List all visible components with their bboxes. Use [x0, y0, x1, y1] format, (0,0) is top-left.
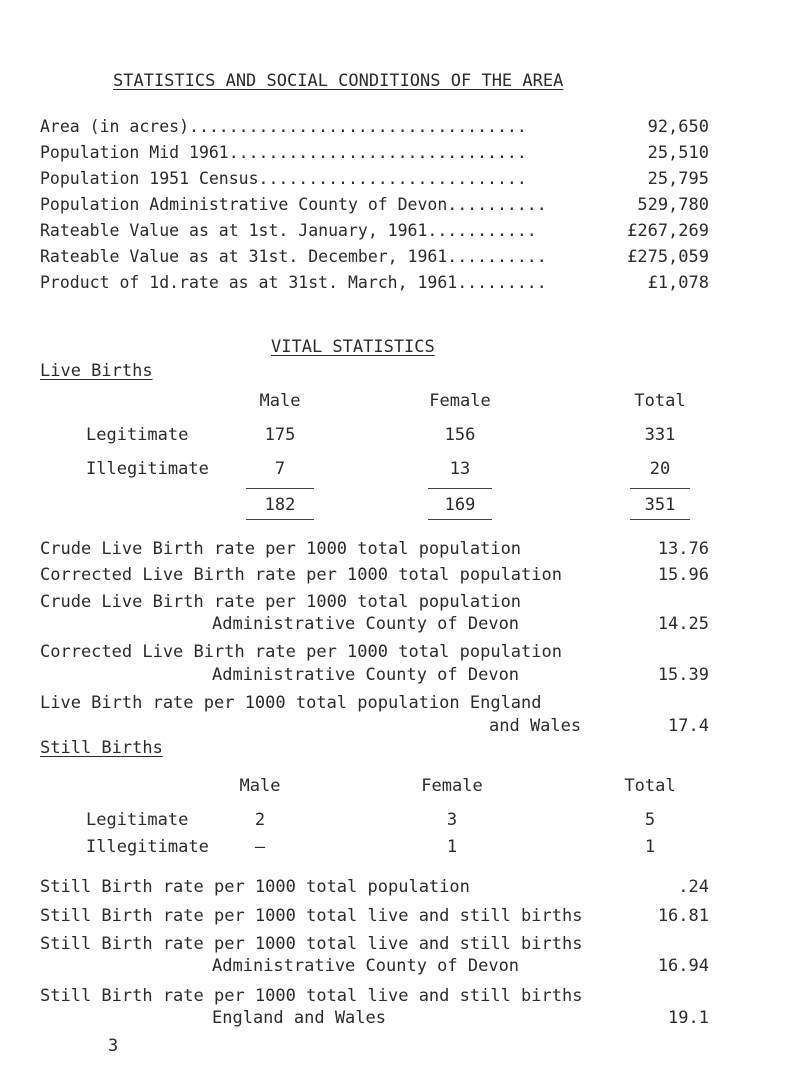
divider — [630, 519, 690, 520]
still-rate-sublabel: Administrative County of Devon — [212, 956, 520, 976]
still-rate-sublabel: England and Wales — [212, 1008, 386, 1028]
stat-label-population-devon: Population Administrative County of Devon.......... — [40, 195, 547, 214]
stat-label-rateable-jan: Rateable Value as at 1st. January, 1961........... — [40, 221, 537, 240]
stat-label-product-rate: Product of 1d.rate as at 31st. March, 1961......... — [40, 273, 547, 292]
still-births-heading: Still Births — [40, 738, 163, 758]
divider — [428, 519, 492, 520]
still-rate-value: 16.81 — [657, 906, 709, 926]
stat-label-rateable-dec: Rateable Value as at 31st. December, 1961.......... — [40, 247, 547, 266]
birth-rate-value: 13.76 — [657, 539, 709, 559]
stat-value-area: 92,650 — [647, 117, 709, 137]
stat-value-population-mid: 25,510 — [647, 143, 709, 163]
divider — [246, 519, 314, 520]
live-births-col-male: Male — [259, 391, 301, 411]
live-births-col-female: Female — [429, 391, 491, 411]
live-births-cell: 156 — [444, 425, 476, 445]
still-births-cell: 3 — [446, 810, 458, 830]
live-births-heading: Live Births — [40, 361, 153, 381]
stat-value-population-devon: 529,780 — [637, 195, 709, 215]
still-births-cell: 5 — [644, 810, 656, 830]
vital-statistics-title: VITAL STATISTICS — [271, 337, 435, 357]
still-births-col-female: Female — [421, 776, 483, 796]
live-births-cell: 20 — [649, 459, 671, 479]
live-births-total-cell: 182 — [264, 495, 296, 515]
still-births-row-label: Illegitimate — [86, 837, 209, 857]
divider — [428, 488, 492, 489]
still-rate-label: Still Birth rate per 1000 total live and still births — [40, 906, 583, 926]
live-births-cell: 175 — [264, 425, 296, 445]
stat-label-area: Area (in acres).................................. — [40, 117, 527, 136]
stat-value-population-census: 25,795 — [647, 169, 709, 189]
still-rate-label: Still Birth rate per 1000 total live and still births — [40, 986, 583, 1006]
stat-value-rateable-dec: £275,059 — [627, 247, 709, 267]
stat-label-population-mid: Population Mid 1961.............................. — [40, 143, 527, 162]
live-births-row-label: Legitimate — [86, 425, 189, 445]
birth-rate-value: 15.39 — [657, 665, 709, 685]
still-births-col-total: Total — [624, 776, 676, 796]
live-births-row-label: Illegitimate — [86, 459, 209, 479]
birth-rate-label: Live Birth rate per 1000 total population England — [40, 693, 542, 713]
stat-label-population-census: Population 1951 Census........................... — [40, 169, 527, 188]
birth-rate-label: Corrected Live Birth rate per 1000 total population — [40, 642, 562, 662]
still-rate-value: 16.94 — [657, 956, 709, 976]
page-number: 3 — [108, 1036, 119, 1056]
stat-value-product-rate: £1,078 — [647, 273, 709, 293]
still-rate-label: Still Birth rate per 1000 total live and still births — [40, 934, 583, 954]
birth-rate-label: Crude Live Birth rate per 1000 total population — [40, 592, 522, 612]
birth-rate-value: 17.4 — [668, 716, 709, 736]
live-births-total-cell: 169 — [444, 495, 476, 515]
live-births-total-cell: 351 — [644, 495, 676, 515]
still-births-cell: 2 — [254, 810, 266, 830]
still-rate-value: .24 — [678, 877, 709, 897]
page-title: STATISTICS AND SOCIAL CONDITIONS OF THE AREA — [113, 71, 564, 91]
divider — [246, 488, 314, 489]
live-births-cell: 331 — [644, 425, 676, 445]
birth-rate-sublabel: and Wales — [489, 716, 582, 736]
still-births-cell: 1 — [644, 837, 656, 857]
stat-value-rateable-jan: £267,269 — [627, 221, 709, 241]
still-rate-label: Still Birth rate per 1000 total population — [40, 877, 470, 897]
live-births-cell: 13 — [449, 459, 471, 479]
live-births-col-total: Total — [634, 391, 686, 411]
still-rate-value: 19.1 — [668, 1008, 709, 1028]
birth-rate-label: Crude Live Birth rate per 1000 total population — [40, 539, 522, 559]
live-births-cell: 7 — [274, 459, 286, 479]
birth-rate-sublabel: Administrative County of Devon — [212, 665, 520, 685]
birth-rate-value: 15.96 — [657, 565, 709, 585]
birth-rate-sublabel: Administrative County of Devon — [212, 614, 520, 634]
birth-rate-label: Corrected Live Birth rate per 1000 total population — [40, 565, 562, 585]
still-births-row-label: Legitimate — [86, 810, 189, 830]
still-births-col-male: Male — [239, 776, 281, 796]
still-births-cell: — — [254, 837, 266, 857]
birth-rate-value: 14.25 — [657, 614, 709, 634]
divider — [630, 488, 690, 489]
still-births-cell: 1 — [446, 837, 458, 857]
